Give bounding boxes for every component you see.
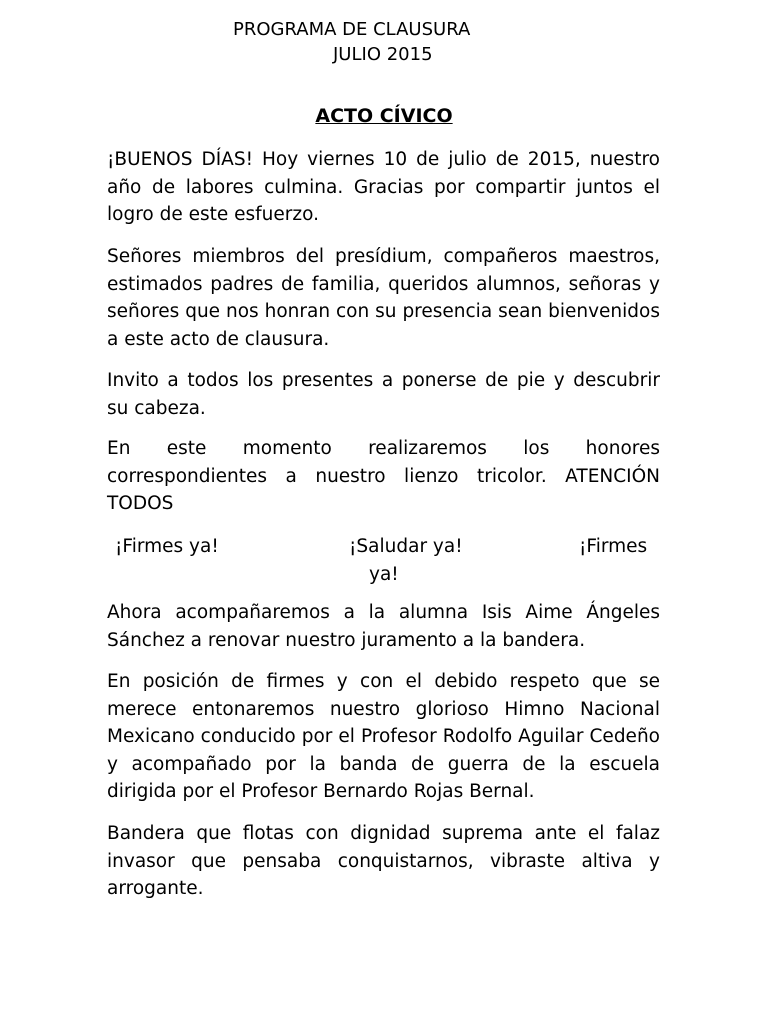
paragraph-oath: Ahora acompañaremos a la alumna Isis Aime Ángeles Sánchez a renovar nuestro juramento a la bandera. (107, 602, 660, 651)
paragraph-flag: Bandera que flotas con dignidad suprema ante el falaz invasor que pensaba conquistarnos, vibraste altiva y arrogante. (107, 823, 660, 899)
program-title: PROGRAMA DE CLAUSURA (233, 19, 471, 40)
section-title: ACTO CÍVICO (315, 105, 453, 127)
command-firmes-final: ¡Firmes (579, 536, 648, 557)
paragraph-honors: En este momento realizaremos los honores correspondientes a nuestro lienzo tricolor. ATENCIÓN TODOS (107, 438, 660, 514)
paragraph-anthem: En posición de firmes y con el debido respeto que se merece entonaremos nuestro glorioso Himno Nacional Mexicano conducido por el Profesor Rodolfo Aguilar Cedeño y acompañado por la banda de guerra de la escuela dirigida por el Profesor Bernardo Rojas Bernal. (107, 671, 660, 802)
paragraph-welcome: Señores miembros del presídium, compañeros maestros, estimados padres de familia, queridos alumnos, señoras y señores que nos honran con su presencia sean bienvenidos a este acto de clausura. (107, 246, 660, 350)
command-firmes-final-continued: ya! (369, 564, 399, 585)
command-saludar: ¡Saludar ya! (349, 536, 463, 557)
command-firmes: ¡Firmes ya! (115, 536, 219, 557)
program-date: JULIO 2015 (333, 44, 433, 65)
paragraph-greeting: ¡BUENOS DÍAS! Hoy viernes 10 de julio de 2015, nuestro año de labores culmina. Gracias por compartir juntos el logro de este esfuerzo. (107, 149, 660, 225)
paragraph-invitation: Invito a todos los presentes a ponerse de pie y descubrir su cabeza. (107, 370, 660, 419)
